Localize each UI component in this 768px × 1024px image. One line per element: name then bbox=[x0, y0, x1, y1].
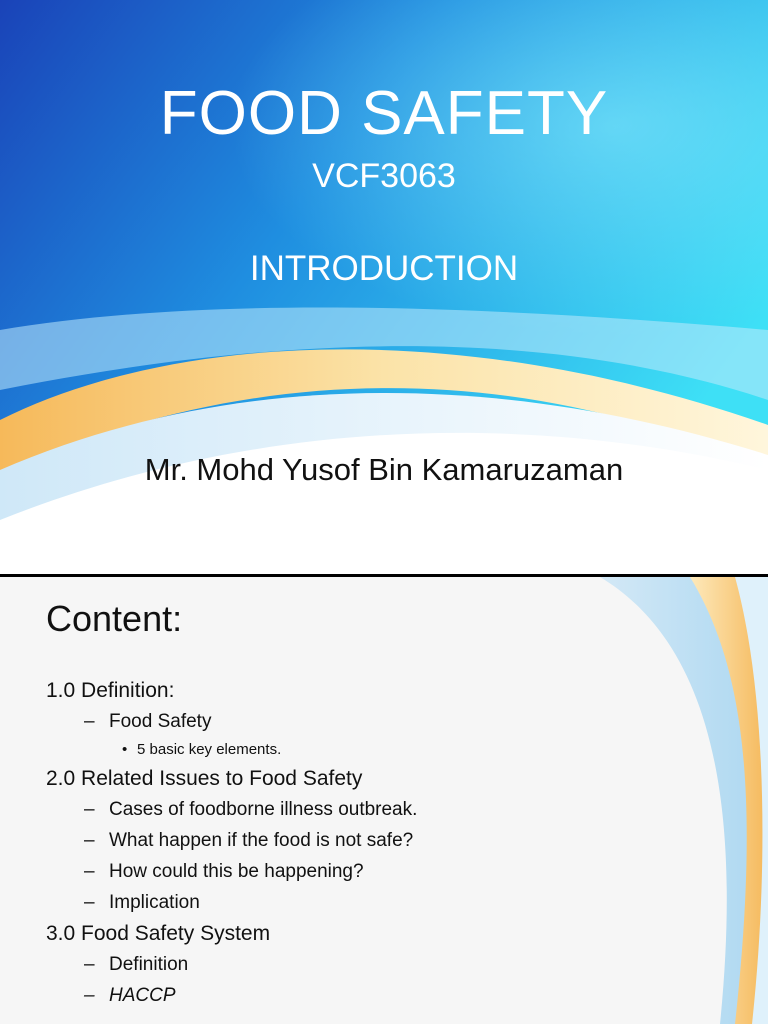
outline-subitem bbox=[84, 706, 700, 737]
outline-item-related-issues bbox=[46, 763, 700, 794]
bullet-marker: • bbox=[122, 741, 128, 758]
dash-marker: – bbox=[84, 799, 95, 820]
outline-subitem bbox=[84, 887, 700, 918]
author-name: Mr. Mohd Yusof Bin Kamaruzaman bbox=[144, 452, 624, 487]
content-slide bbox=[0, 577, 768, 1024]
content-outline bbox=[0, 675, 700, 1011]
dash-marker: – bbox=[84, 830, 95, 851]
dash-marker: – bbox=[84, 892, 95, 913]
outline-item-definition bbox=[46, 675, 700, 706]
outline-item-label: 2.0 Related Issues to Food Safety bbox=[46, 767, 363, 790]
outline-subitem-label: What happen if the food is not safe? bbox=[109, 830, 414, 851]
outline-item-label: 1.0 Definition: bbox=[46, 679, 175, 702]
outline-subitem-label: Definition bbox=[109, 954, 189, 975]
outline-item-label: 3.0 Food Safety System bbox=[46, 922, 271, 945]
course-code: VCF3063 bbox=[312, 157, 456, 195]
outline-item-food-safety-system bbox=[46, 918, 700, 949]
slide-title: FOOD SAFETY bbox=[159, 79, 609, 148]
dash-marker: – bbox=[84, 954, 95, 975]
outline-subitem-label: Cases of foodborne illness outbreak. bbox=[109, 799, 418, 820]
outline-subitem bbox=[84, 825, 700, 856]
outline-subitem bbox=[84, 980, 700, 1011]
outline-subitem bbox=[84, 949, 700, 980]
dash-marker: – bbox=[84, 861, 95, 882]
section-title: INTRODUCTION bbox=[249, 249, 519, 288]
content-heading: Content: bbox=[46, 598, 183, 639]
outline-subsubitem-label: 5 basic key elements. bbox=[137, 741, 282, 758]
outline-subitem-label: How could this be happening? bbox=[109, 861, 364, 882]
outline-subitem-label: Implication bbox=[109, 892, 200, 913]
outline-subitem bbox=[84, 794, 700, 825]
dash-marker: – bbox=[84, 985, 95, 1006]
dash-marker: – bbox=[84, 711, 95, 732]
outline-subsubitem bbox=[122, 737, 700, 763]
outline-subitem bbox=[84, 856, 700, 887]
outline-subitem-label: Food Safety bbox=[109, 711, 212, 732]
outline-subitem-label: HACCP bbox=[109, 985, 176, 1006]
